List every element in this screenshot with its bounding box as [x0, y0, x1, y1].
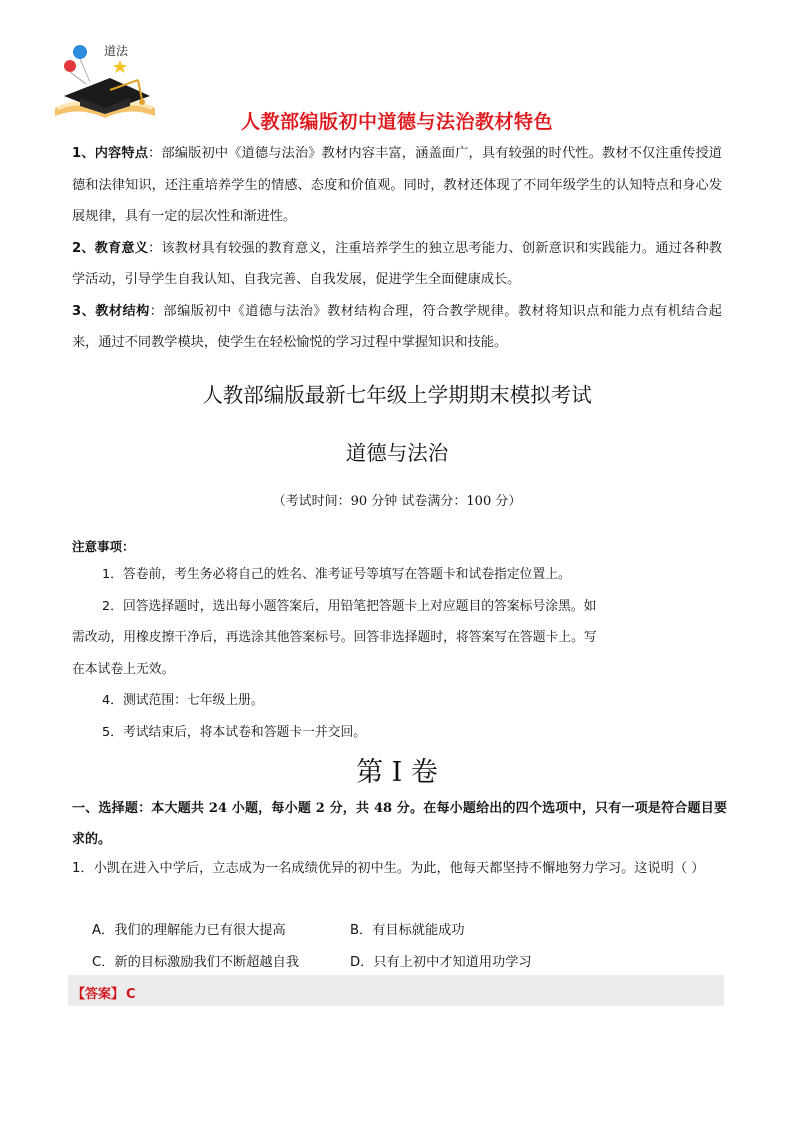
notice-item: 2．回答选择题时，选出每小题答案后，用铅笔把答题卡上对应题目的答案标号涂黑。如 — [102, 598, 597, 614]
question-text: 1．小凯在进入中学后，立志成为一名成绩优异的初中生。为此，他每天都坚持不懈地努力学习。这说明（ ） — [72, 861, 705, 876]
notice-heading: 注意事项： — [72, 539, 135, 554]
notice-item: 1．答卷前，考生务必将自己的姓名、准考证号等填写在答题卡和试卷指定位置上。 — [102, 567, 571, 582]
exam-info: （考试时间：90 分钟 试卷满分：100 分） — [272, 494, 522, 509]
notice-item: 4．测试范围：七年级上册。 — [102, 693, 264, 708]
intro-label: 1、内容特点 — [72, 146, 149, 161]
answer-label: 【答案】 — [72, 987, 125, 1002]
option-c: C．新的目标激励我们不断超越自我 — [92, 955, 300, 970]
notice-list — [72, 559, 732, 748]
question-stem — [72, 853, 727, 884]
option-a: A．我们的理解能力已有很大提高 — [92, 923, 286, 938]
intro-item — [72, 296, 722, 359]
exam-subject: 道德与法治 — [345, 441, 449, 465]
intro-label: 3、教材结构 — [72, 303, 150, 319]
header-title: 人教部编版初中道德与法治教材特色 — [240, 111, 553, 133]
logo-text: 道法 — [104, 44, 129, 58]
notice-item: 5．考试结束后，将本试卷和答题卡一并交回。 — [102, 724, 367, 740]
intro-text: ：部编版初中《道德与法治》教材内容丰富，涵盖面广，具有较强的时代性。教材不仅注重传授道德和法律知识，还注重培养学生的情感、态度和价值观。同时，教材还体现了不同年级学生的认知特点和身心发展规律，具有一定的层次性和渐进性。 — [72, 146, 722, 224]
intro-text: ：该教材具有较强的教育意义，注重培养学生的独立思考能力、创新意识和实践能力。通过各种教学活动，引导学生自我认知、自我完善、自我发展，促进学生全面健康成长。 — [72, 240, 722, 287]
section-heading: 一、选择题：本大题共 24 小题，每小题 2 分，共 48 分。在每小题给出的四个选项中，只有一项是符合题目要求的。 — [72, 801, 727, 847]
intro-text: ：部编版初中《道德与法治》教材结构合理，符合教学规律。教材将知识点和能力点有机结合起来，通过不同教学模块，使学生在轻松愉悦的学习过程中掌握知识和技能。 — [72, 303, 722, 350]
notice-item: 在本试卷上无效。 — [72, 661, 175, 677]
intro-item — [72, 233, 722, 296]
intro-label: 2、教育意义 — [72, 240, 149, 256]
exam-title: 人教部编版最新七年级上学期期末模拟考试 — [202, 383, 592, 407]
answer-bar — [68, 975, 724, 1006]
intro-section — [72, 138, 722, 359]
notice-item: 需改动，用橡皮擦干净后，再选涂其他答案标号。回答非选择题时，将答案写在答题卡上。写 — [72, 630, 597, 645]
option-d: D．只有上初中才知道用功学习 — [350, 955, 532, 970]
answer-value: C — [126, 987, 136, 1002]
option-b: B．有目标就能成功 — [350, 923, 465, 938]
intro-item — [72, 138, 722, 233]
volume-heading: 第 I 卷 — [356, 757, 438, 788]
answer — [72, 983, 136, 1002]
